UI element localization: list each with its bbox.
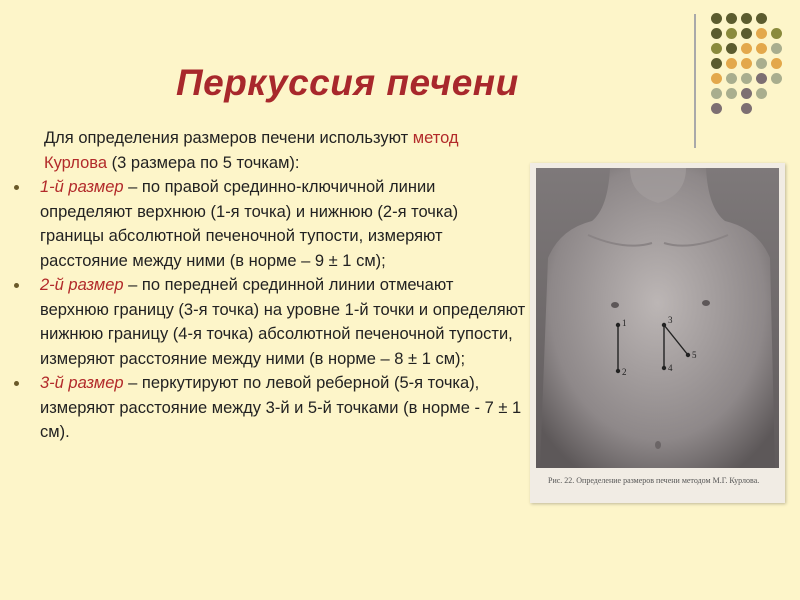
decorative-dot — [756, 13, 767, 24]
item-label: 3-й размер — [40, 374, 124, 392]
decorative-dot — [771, 28, 782, 39]
decorative-dot — [756, 58, 767, 69]
decorative-dot — [711, 28, 722, 39]
decorative-dot — [756, 28, 767, 39]
figure-caption: Рис. 22. Определение размеров печени методом М.Г. Курлова. — [548, 476, 760, 485]
navel — [655, 441, 661, 449]
decorative-dot — [726, 88, 737, 99]
decorative-dot — [741, 13, 752, 24]
item-text: – по правой срединно-ключичной линии определяют верхнюю (1-я точка) и нижнюю (2-я точка) границы абсолютной печеночной тупости, измеряют расстояние между ними (в норме – 9 ± 1 см); — [40, 178, 459, 270]
point-2-label: 2 — [622, 367, 627, 377]
list-item — [14, 273, 526, 371]
decorative-dot — [741, 88, 752, 99]
decorative-dot — [711, 103, 722, 114]
right-nipple — [702, 300, 710, 306]
torso-figure — [530, 163, 785, 503]
item-label: 2-й размер — [40, 276, 124, 294]
slide-title: Перкуссия печени — [176, 62, 519, 103]
decorative-dot — [771, 43, 782, 54]
decorative-dot — [711, 13, 722, 24]
decorative-dot — [726, 73, 737, 84]
torso-photo — [530, 163, 785, 503]
bullet-dot — [14, 185, 19, 190]
decorative-dot — [756, 43, 767, 54]
intro-text-before: Для определения размеров печени используют — [44, 129, 413, 147]
decorative-dot — [726, 43, 737, 54]
intro-text-after: (3 размера по 5 точкам): — [111, 153, 300, 172]
decorative-dot — [756, 88, 767, 99]
decorative-dot — [771, 88, 782, 99]
item-text: – по передней срединной линии отмечают верхнюю границу (3-я точка) на уровне 1-й точки и определяют нижнюю границу (4-я точка) абсолютной печеночной тупости, измеряют расстояние между ними (в норме – 8 ± 1 см); — [40, 276, 526, 368]
decorative-dot — [756, 103, 767, 114]
decorative-dot — [726, 13, 737, 24]
list-item — [14, 175, 526, 273]
decorative-dot — [771, 58, 782, 69]
decorative-dot-grid — [711, 13, 782, 114]
decorative-dot — [771, 13, 782, 24]
point-2-marker — [616, 369, 620, 373]
bullet-dot — [14, 283, 19, 288]
decorative-dot — [756, 73, 767, 84]
decorative-dot — [771, 103, 782, 114]
method-name: метод Курлова — [44, 129, 459, 172]
point-5-label: 5 — [692, 350, 697, 360]
decorative-divider — [694, 14, 696, 148]
decorative-dot — [741, 28, 752, 39]
decorative-dot — [726, 58, 737, 69]
item-label: 1-й размер — [40, 178, 124, 196]
decorative-dot — [741, 73, 752, 84]
decorative-dot — [726, 28, 737, 39]
left-nipple — [611, 302, 619, 308]
decorative-dot — [741, 58, 752, 69]
point-1-label: 1 — [622, 318, 627, 328]
intro-paragraph — [14, 126, 526, 175]
point-4-marker — [662, 366, 666, 370]
decorative-dot — [741, 103, 752, 114]
point-5-marker — [686, 353, 690, 357]
item-text: – перкутируют по левой реберной (5-я точка), измеряют расстояние между 3-й и 5-й точками (в норме - 7 ± 1 см). — [40, 374, 522, 441]
point-3-marker — [662, 323, 666, 327]
size-list — [14, 175, 526, 445]
decorative-dot — [771, 73, 782, 84]
decorative-dot — [711, 73, 722, 84]
list-item — [14, 371, 526, 445]
decorative-dot — [726, 103, 737, 114]
point-1-marker — [616, 323, 620, 327]
decorative-dot — [711, 58, 722, 69]
point-4-label: 4 — [668, 363, 673, 373]
slide-body — [14, 126, 526, 445]
point-3-label: 3 — [668, 315, 673, 325]
decorative-dot — [711, 88, 722, 99]
bullet-dot — [14, 381, 19, 386]
decorative-dot — [741, 43, 752, 54]
decorative-dot — [711, 43, 722, 54]
